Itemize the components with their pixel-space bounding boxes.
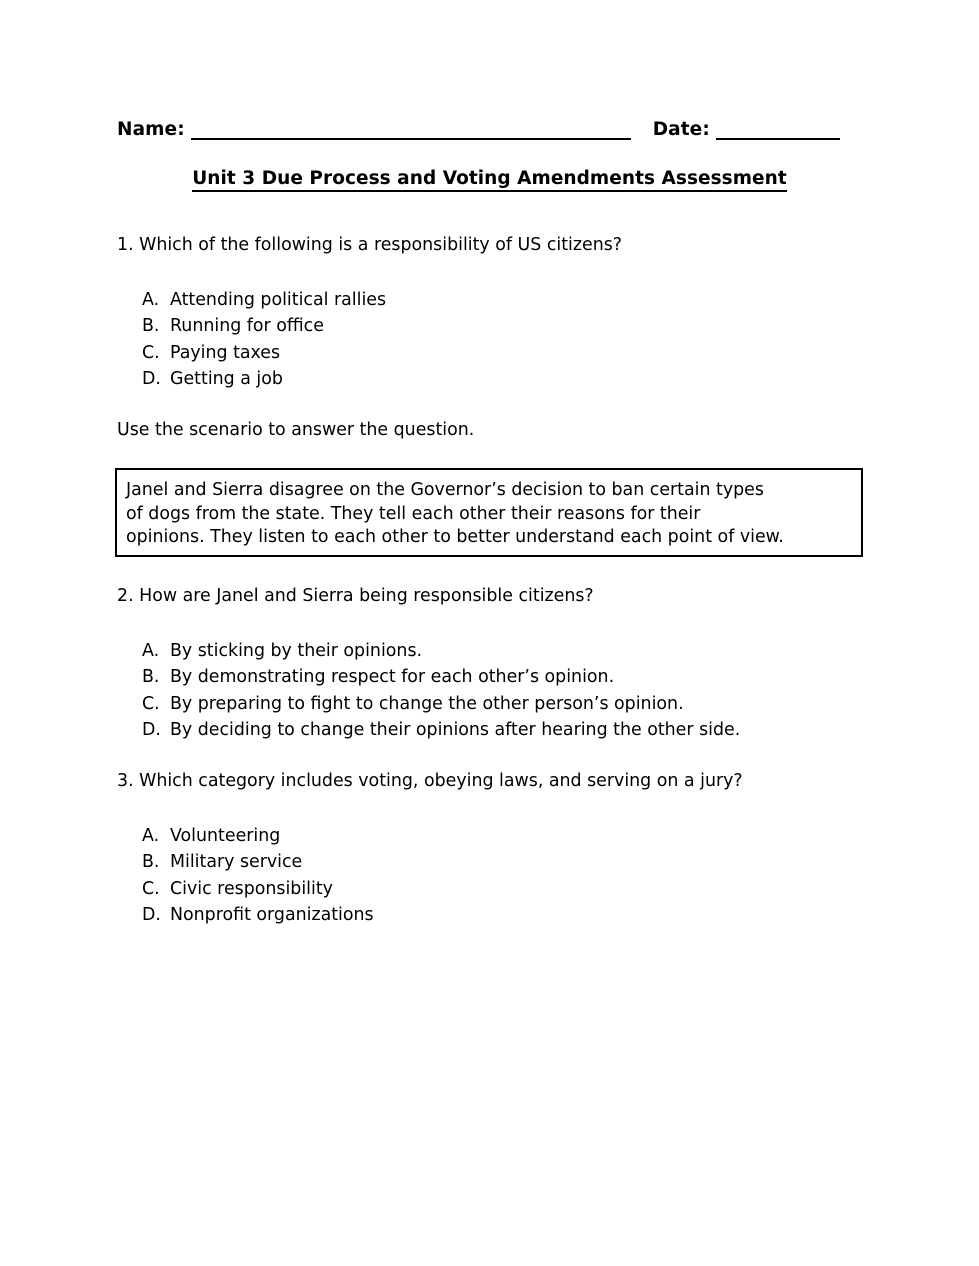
option-letter: D. <box>142 720 161 741</box>
option-letter: C. <box>142 342 160 363</box>
option-letter: B. <box>142 852 160 873</box>
scenario-line: Janel and Sierra disagree on the Governor’s decision to ban certain types <box>126 480 764 500</box>
question-3-options <box>142 823 374 929</box>
option-letter: A. <box>142 290 160 310</box>
question-2-prompt: 2. How are Janel and Sierra being responsible citizens? <box>117 586 594 606</box>
page-title <box>0 168 979 192</box>
option-row[interactable] <box>142 717 740 743</box>
name-date-header <box>117 112 877 140</box>
option-letter: A. <box>142 641 160 661</box>
question-1-options <box>142 287 386 393</box>
option-row[interactable] <box>142 876 374 902</box>
question-3-prompt: 3. Which category includes voting, obeying laws, and serving on a jury? <box>117 771 743 791</box>
option-letter: C. <box>142 693 160 714</box>
name-blank-line[interactable] <box>191 118 631 140</box>
question-1-prompt: 1. Which of the following is a responsibility of US citizens? <box>117 235 623 255</box>
option-row[interactable] <box>142 849 374 875</box>
option-label: By deciding to change their opinions after hearing the other side. <box>170 720 741 741</box>
name-field-group <box>117 118 631 140</box>
option-label: By demonstrating respect for each other’s opinion. <box>170 667 615 688</box>
option-row[interactable] <box>142 313 386 339</box>
option-letter: B. <box>142 667 160 688</box>
date-label: Date: <box>652 119 710 140</box>
page-title-text: Unit 3 Due Process and Voting Amendments Assessment <box>192 168 787 192</box>
option-row[interactable] <box>142 287 386 313</box>
option-label: Attending political rallies <box>170 290 387 310</box>
option-label: Volunteering <box>170 826 281 846</box>
name-label: Name: <box>117 119 185 140</box>
option-label: Paying taxes <box>170 342 281 363</box>
option-label: By preparing to fight to change the other person’s opinion. <box>170 693 684 714</box>
option-label: Running for office <box>170 316 324 337</box>
option-letter: C. <box>142 878 160 899</box>
option-row[interactable] <box>142 366 386 392</box>
option-row[interactable] <box>142 340 386 366</box>
option-row[interactable] <box>142 823 374 849</box>
date-blank-line[interactable] <box>716 118 840 140</box>
scenario-lead-in: Use the scenario to answer the question. <box>117 420 475 440</box>
option-label: Civic responsibility <box>170 878 333 899</box>
scenario-line: opinions. They listen to each other to better understand each point of view. <box>126 527 784 548</box>
scenario-box <box>115 468 863 557</box>
scenario-line: of dogs from the state. They tell each other their reasons for their <box>126 503 701 524</box>
option-row[interactable] <box>142 664 740 690</box>
question-2-options <box>142 638 740 744</box>
option-label: By sticking by their opinions. <box>170 641 423 661</box>
option-letter: B. <box>142 316 160 337</box>
option-row[interactable] <box>142 638 740 664</box>
option-row[interactable] <box>142 902 374 928</box>
option-letter: A. <box>142 826 160 846</box>
date-field-group <box>653 118 840 140</box>
option-row[interactable] <box>142 691 740 717</box>
option-letter: D. <box>142 905 161 926</box>
option-letter: D. <box>142 369 161 390</box>
scenario-text <box>126 479 858 550</box>
option-label: Military service <box>170 852 303 873</box>
option-label: Getting a job <box>170 369 283 390</box>
option-label: Nonprofit organizations <box>170 905 374 926</box>
